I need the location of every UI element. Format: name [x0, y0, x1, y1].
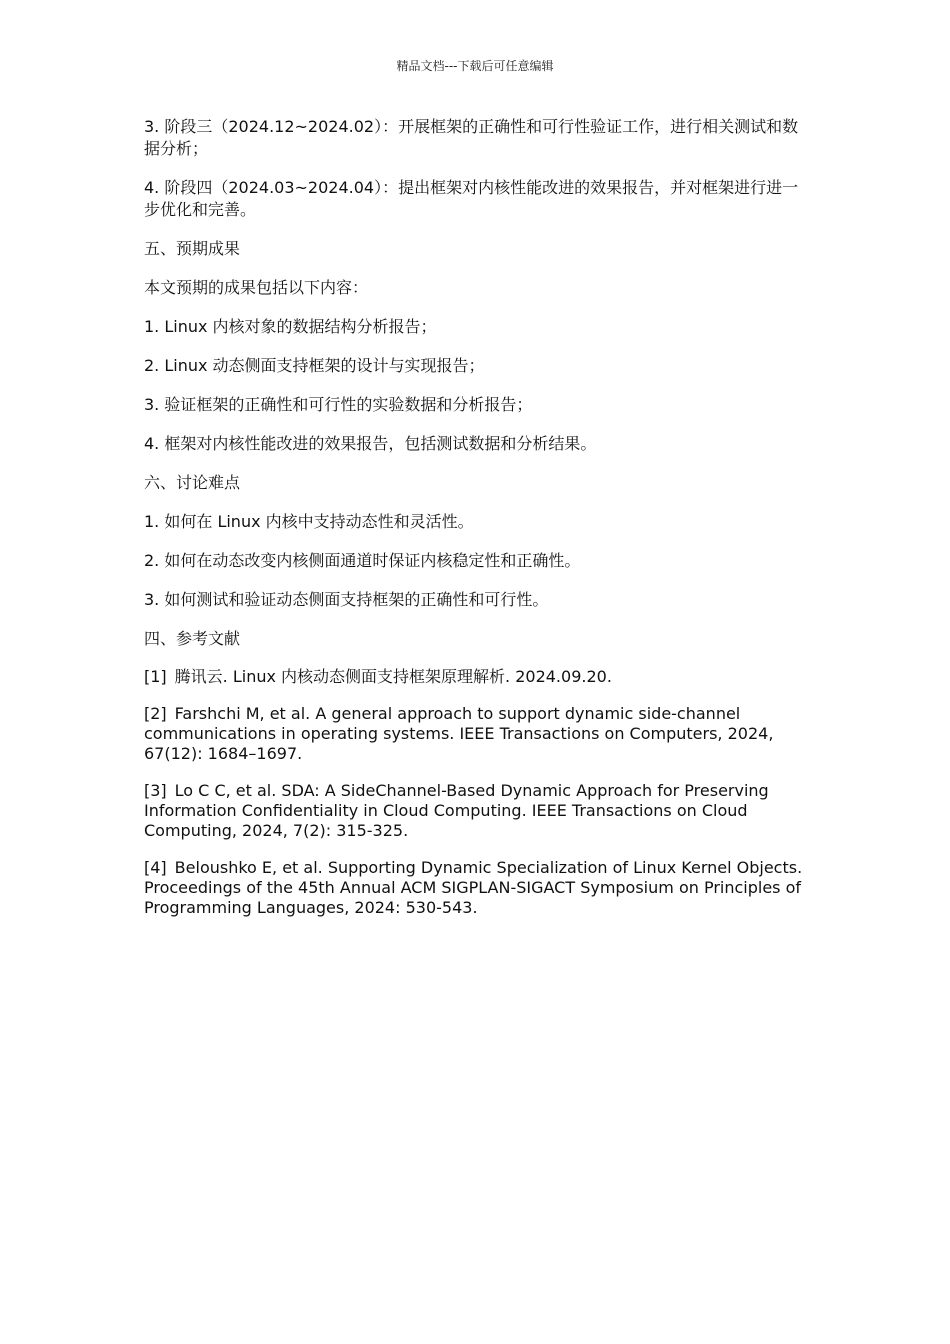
reference-number: [2] — [144, 704, 167, 723]
reference-text: Beloushko E, et al. Supporting Dynamic Specialization of Linux Kernel Objects. Proceedings of the 45th Annual ACM SIGPLAN-SIGACT Symposium on Principles of Programming Languages, 2024: 530-543. — [144, 858, 803, 917]
expected-result-item: 1. Linux 内核对象的数据结构分析报告； — [144, 317, 437, 336]
reference-text: 腾讯云. Linux 内核动态侧面支持框架原理解析. 2024.09.20. — [174, 667, 612, 686]
reference-number: [3] — [144, 781, 167, 800]
page-header: 精品文档---下载后可任意编辑 — [396, 59, 554, 73]
section-heading-references: 四、参考文献 — [144, 629, 241, 648]
section-heading-expected-results: 五、预期成果 — [144, 239, 241, 258]
reference-text: Farshchi M, et al. A general approach to support dynamic side-channel communications in operating systems. IEEE Transactions on Computers, 2024, 67(12): 1684–1697. — [144, 704, 774, 763]
reference-number: [1] — [144, 667, 167, 686]
difficulty-item: 1. 如何在 Linux 内核中支持动态性和灵活性。 — [144, 512, 474, 531]
expected-result-item: 4. 框架对内核性能改进的效果报告，包括测试数据和分析结果。 — [144, 434, 597, 453]
expected-results-intro: 本文预期的成果包括以下内容： — [144, 278, 369, 297]
document-body — [144, 116, 806, 935]
section-heading-difficulties: 六、讨论难点 — [144, 473, 241, 492]
reference-item — [144, 781, 806, 841]
reference-item — [144, 858, 806, 918]
reference-number: [4] — [144, 858, 167, 877]
difficulty-item: 2. 如何在动态改变内核侧面通道时保证内核稳定性和正确性。 — [144, 551, 581, 570]
reference-item — [144, 667, 806, 687]
expected-result-item: 2. Linux 动态侧面支持框架的设计与实现报告； — [144, 356, 485, 375]
reference-text: Lo C C, et al. SDA: A SideChannel-Based Dynamic Approach for Preserving Information Confidentiality in Cloud Computing. IEEE Transactions on Cloud Computing, 2024, 7(2): 315-325. — [144, 781, 769, 840]
reference-item — [144, 704, 806, 764]
difficulty-item: 3. 如何测试和验证动态侧面支持框架的正确性和可行性。 — [144, 590, 549, 609]
phase-3: 3. 阶段三（2024.12~2024.02）：开展框架的正确性和可行性验证工作，进行相关测试和数据分析； — [144, 117, 799, 158]
phase-4: 4. 阶段四（2024.03~2024.04）：提出框架对内核性能改进的效果报告，并对框架进行进一步优化和完善。 — [144, 178, 799, 219]
expected-result-item: 3. 验证框架的正确性和可行性的实验数据和分析报告； — [144, 395, 533, 414]
